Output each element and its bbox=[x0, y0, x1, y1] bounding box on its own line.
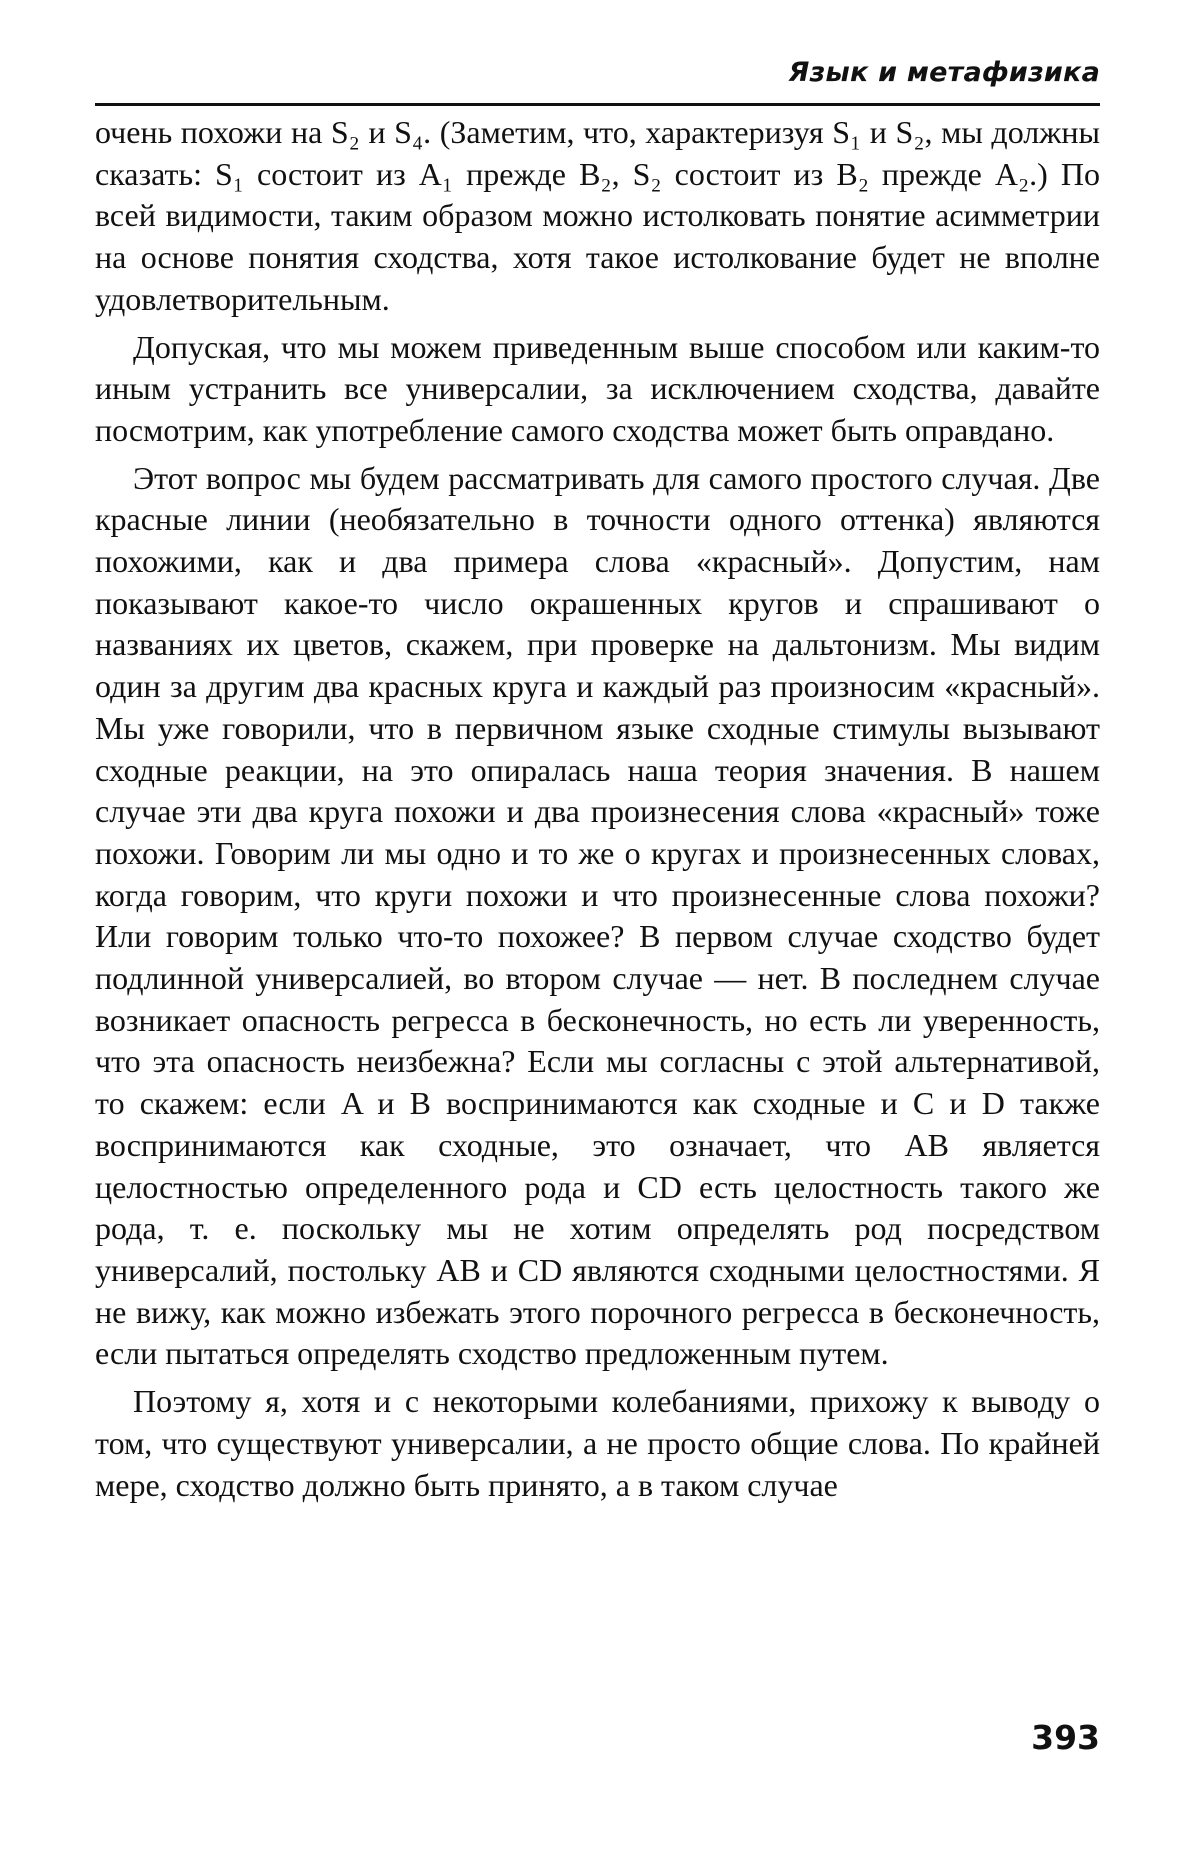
page-number: 393 bbox=[1031, 1718, 1100, 1757]
paragraph-2: Допуская, что мы можем приведенным выше способом или каким-то иным устранить все универсалии, за исключением сходства, давайте посмотрим, как употребление самого сходства может быть оправдано. bbox=[95, 328, 1100, 448]
running-title: Язык и метафизика bbox=[788, 57, 1100, 88]
running-header bbox=[95, 55, 1100, 106]
paragraph-1: очень похожи на S₂ и S₄. (Заметим, что, характеризуя S₁ и S₂, мы должны сказать: S₁ состоит из A₁ прежде B₂, S₂ состоит из B₂ прежде A₂.) По всей видимости, таким образом можно истолковать понятие асимметрии на основе понятия сходства, хотя такое истолкование будет не вполне удовлетворительным. bbox=[95, 114, 1101, 317]
paragraph-4: Поэтому я, хотя и с некоторыми колебаниями, прихожу к выводу о том, что существуют универсалии, а не просто общие слова. По крайней мере, сходство должно быть принято, а в таком случае bbox=[95, 1383, 1100, 1503]
body-text bbox=[95, 112, 1100, 1512]
paragraph-3: Этот вопрос мы будем рассматривать для самого простого случая. Две красные линии (необязательно в точности одного оттенка) являются похожими, как и два примера слова «красный». Допустим, нам показывают какое-то число окрашенных кругов и спрашивают о названиях их цветов, скажем, при проверке на дальтонизм. Мы видим один за другим два красных круга и каждый раз произносим «красный». Мы уже говорили, что в первичном языке сходные стимулы вызывают сходные реакции, на это опиралась наша теория значения. В нашем случае эти два круга похожи и два произнесения слова «красный» тоже похожи. Говорим ли мы одно и то же о кругах и произнесенных словах, когда говорим, что круги похожи и что произнесенные слова похожи? Или говорим только что-то похожее? В первом случае сходство будет подлинной универсалией, во втором случае — нет. В последнем случае возникает опасность регресса в бесконечность, но есть ли уверенность, что эта опасность неизбежна? Если мы согласны с этой альтернативой, то скажем: если A и B воспринимаются как сходные и C и D также воспринимаются как сходные, это означает, что AB является целостностью определенного рода и CD есть целостность такого же рода, т. е. поскольку мы не хотим определять род посредством универсалий, постольку AB и CD являются сходными целостностями. Я не вижу, как можно избежать этого порочного регресса в бесконечность, если пытаться определять сходство предложенным путем. bbox=[95, 459, 1101, 1372]
